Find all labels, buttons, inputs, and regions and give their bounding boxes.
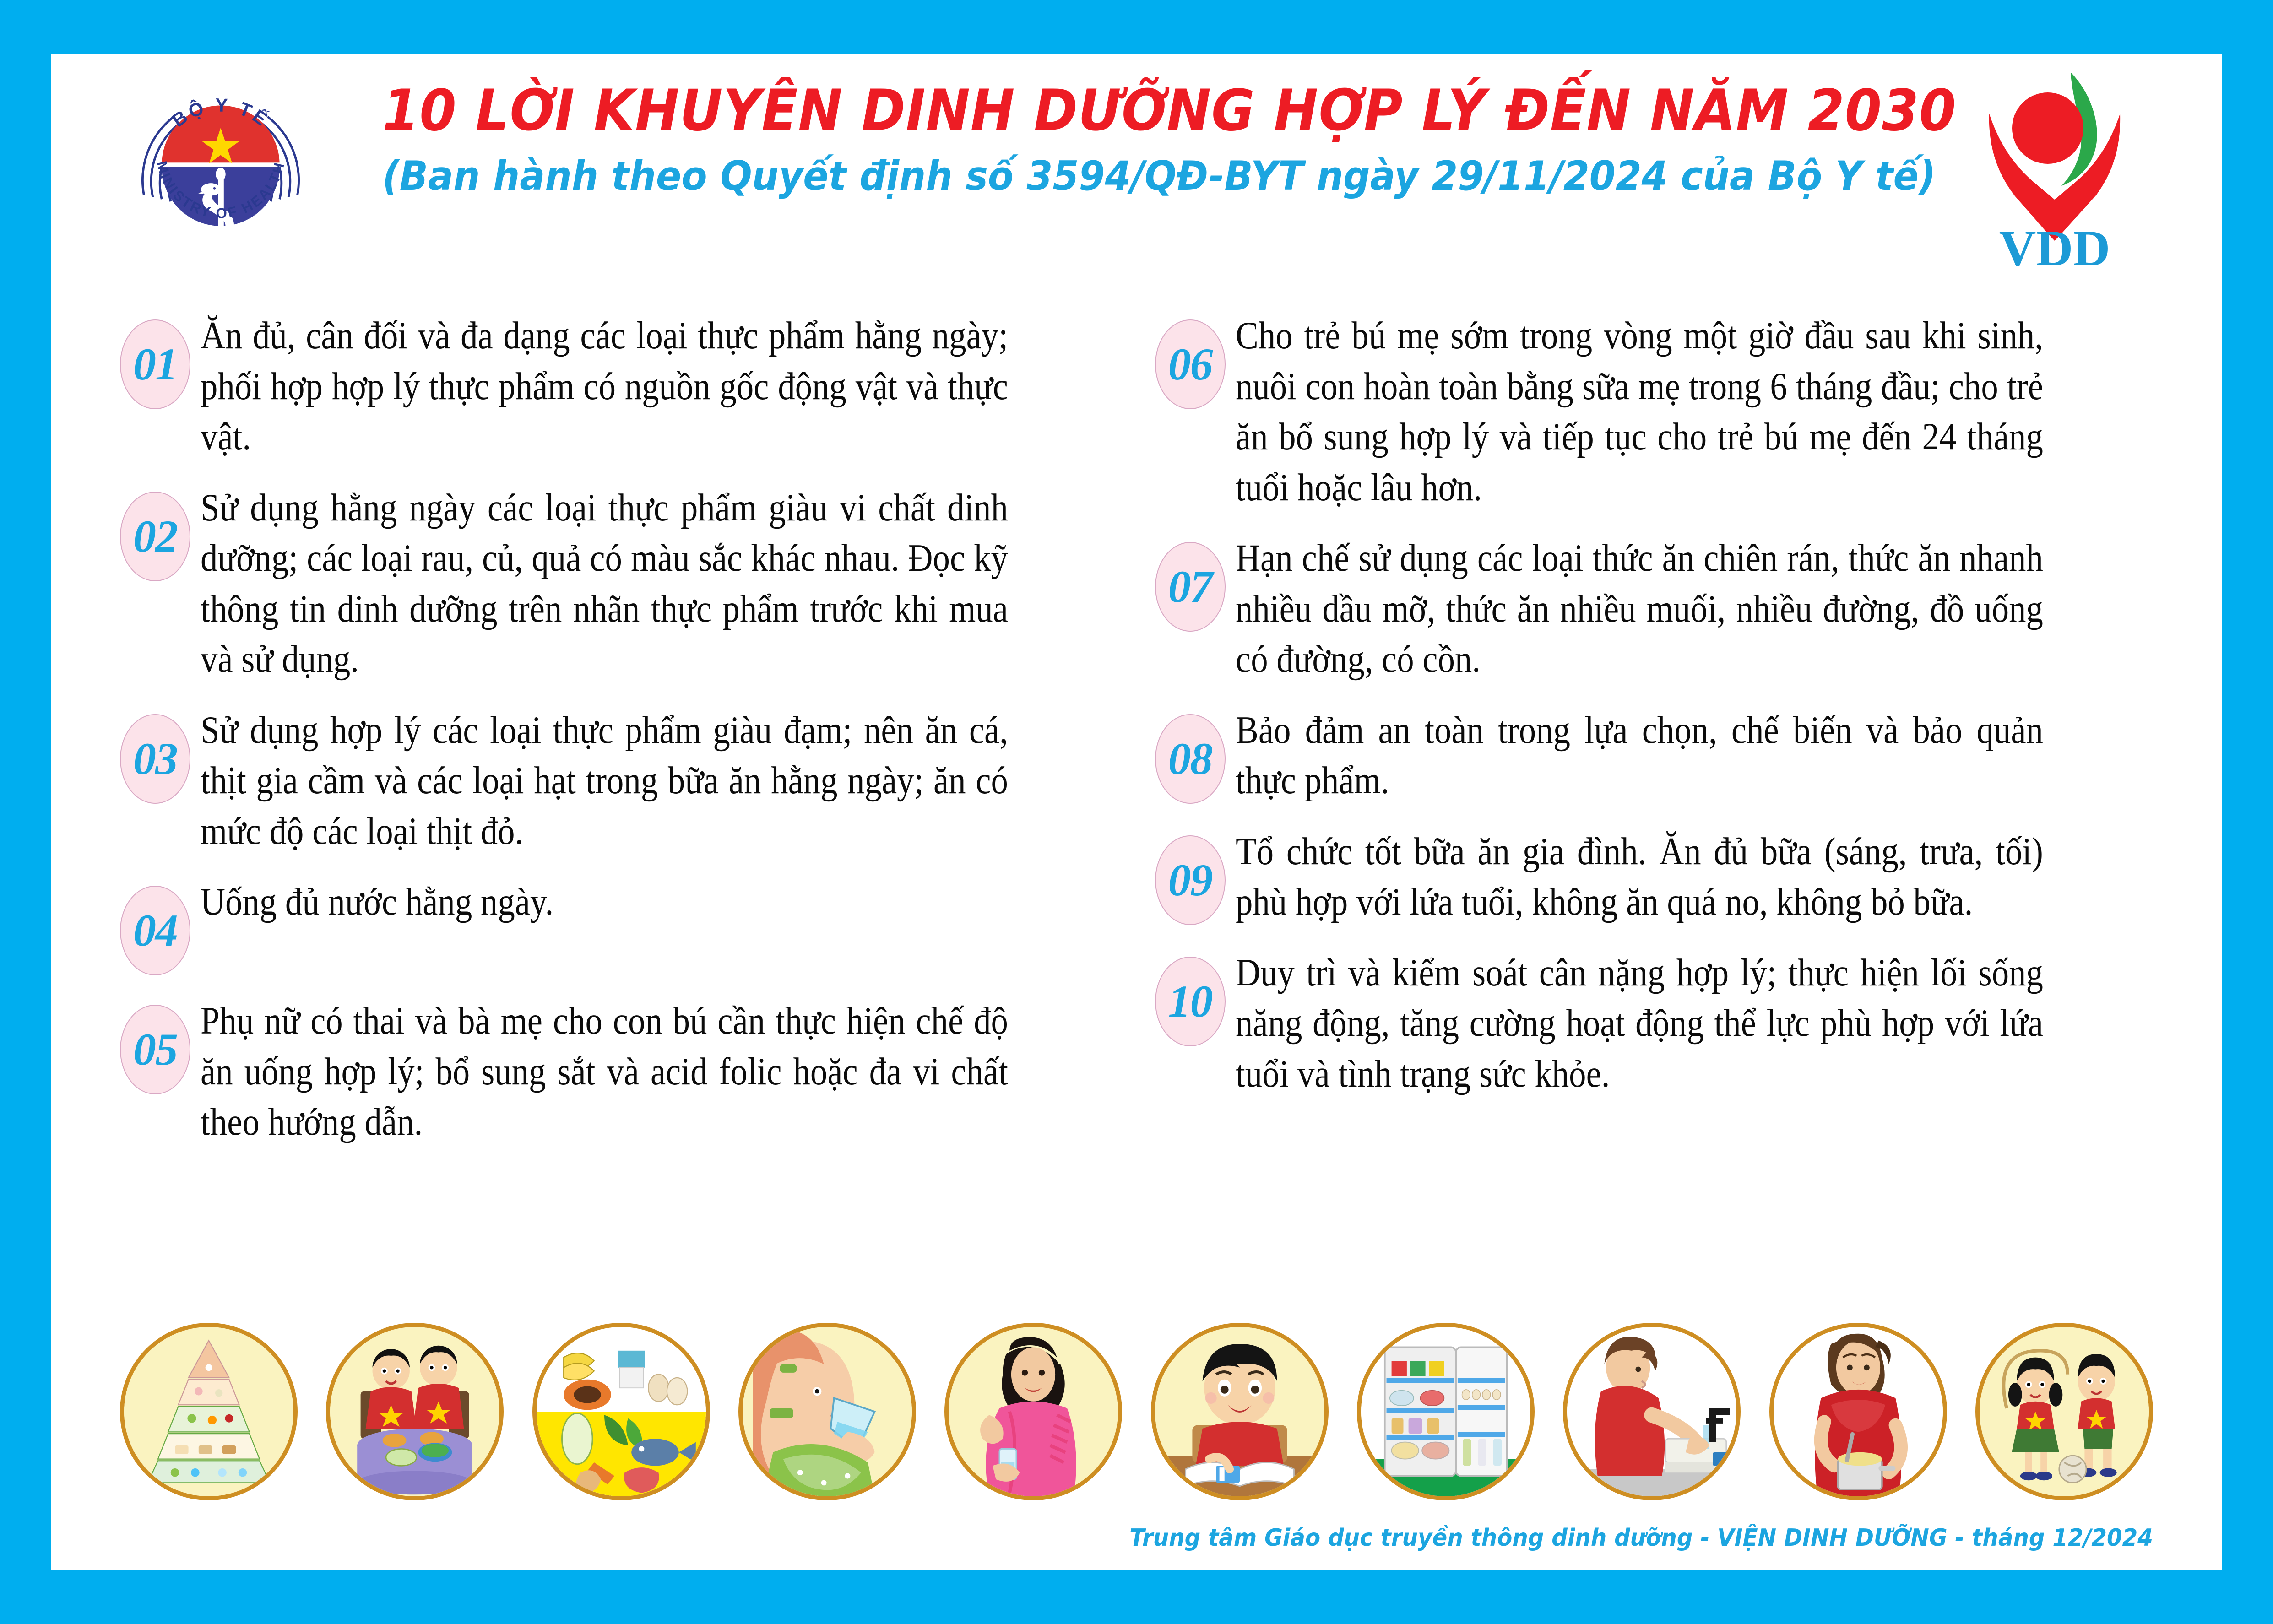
advice-columns [51,310,2222,1262]
advice-number-badge [1155,714,1226,804]
advice-text: Ăn đủ, cân đối và đa dạng các loại thực phẩm hằng ngày; phối hợp hợp lý thực phẩm có nguồn gốc động vật và thực vật. [201,314,1008,458]
advice-item-03 [120,705,1118,857]
girl-drinking-water-icon [738,1323,916,1500]
advice-text: Duy trì và kiểm soát cân nặng hợp lý; thực hiện lối sống năng động, tăng cường hoạt động thể lực phù hợp với lứa tuổi và tình trạng sức khỏe. [1235,951,2043,1095]
advice-number-badge [1155,957,1226,1046]
advice-text: Sử dụng hợp lý các loại thực phẩm giàu đạm; nên ăn cá, thịt gia cầm và các loại hạt trong bữa ăn hằng ngày; ăn có mức độ các loại thịt đỏ. [201,708,1008,853]
advice-text: Bảo đảm an toàn trong lựa chọn, chế biến và bảo quản thực phẩm. [1235,708,2043,802]
header-titles [326,78,1957,201]
children-playing-icon [1975,1323,2153,1500]
illustration-strip [51,1323,2222,1501]
advice-item-08 [1155,705,2154,806]
children-eating-meal-icon [326,1323,504,1500]
advice-number: 05 [133,1024,177,1075]
advice-number-badge [1155,542,1226,632]
advice-column-left [51,310,1137,1262]
ministry-of-health-emblem-icon [131,61,310,262]
advice-item-05 [120,996,1118,1148]
advice-text: Uống đủ nước hằng ngày. [201,880,554,923]
advice-number: 10 [1168,975,1212,1027]
food-groups-icon [532,1323,710,1500]
advice-number-badge [1155,835,1226,925]
advice-column-right [1137,310,2222,1262]
advice-item-06 [1155,310,2154,513]
advice-item-04 [120,877,1118,975]
advice-number: 01 [133,339,177,390]
vdd-wordmark: VDD [1999,220,2110,274]
advice-item-02 [120,482,1118,685]
handwashing-icon [1563,1323,1741,1500]
advice-number-badge [120,714,190,804]
advice-number: 04 [133,905,177,956]
advice-item-07 [1155,533,2154,685]
advice-number: 07 [1168,561,1212,612]
emblem-bottom-text: MINISTRY OF HEALTH [153,159,288,222]
food-pyramid-icon [120,1323,298,1500]
advice-text: Sử dụng hằng ngày các loại thực phẩm giàu vi chất dinh dưỡng; các loại rau, củ, quả có màu sắc khác nhau. Đọc kỹ thông tin dinh dưỡng trên nhãn thực phẩm trước khi mua và sử dụng. [201,486,1008,681]
advice-number: 06 [1168,339,1212,390]
advice-number: 09 [1168,854,1212,905]
advice-number-badge [120,492,190,581]
advice-number: 03 [133,733,177,784]
advice-text: Phụ nữ có thai và bà mẹ cho con bú cần thực hiện chế độ ăn uống hợp lý; bổ sung sắt và acid folic hoặc đa vi chất theo hướng dẫn. [201,999,1008,1143]
advice-number-badge [1155,319,1226,409]
poster-sheet [51,54,2222,1570]
advice-text: Tổ chức tốt bữa ăn gia đình. Ăn đủ bữa (sáng, trưa, tối) phù hợp với lứa tuổi, không ăn quá no, không bỏ bữa. [1235,829,2043,923]
pregnant-woman-icon [944,1323,1122,1500]
boy-studying-icon [1151,1323,1329,1500]
advice-item-09 [1155,826,2154,927]
advice-text: Cho trẻ bú mẹ sớm trong vòng một giờ đầu sau khi sinh, nuôi con hoàn toàn bằng sữa mẹ trong 6 tháng đầu; cho trẻ ăn bổ sung hợp lý và tiếp tục cho trẻ bú mẹ đến 24 tháng tuổi hoặc lâu hơn. [1235,314,2043,509]
poster-header [51,54,2222,310]
woman-cooking-icon [1769,1323,1947,1500]
advice-text: Hạn chế sử dụng các loại thức ăn chiên rán, thức ăn nhanh nhiều dầu mỡ, thức ăn nhiều muối, nhiều đường, đồ uống có đường, có cồn. [1235,536,2043,681]
advice-number-badge [120,886,190,975]
poster-subtitle: (Ban hành theo Quyết định số 3594/QĐ-BYT ngày 29/11/2024 của Bộ Y tế) [382,152,1936,200]
emblem-top-text: BỘ Y TẾ [168,94,273,131]
poster-title: 10 LỜI KHUYÊN DINH DƯỠNG HỢP LÝ ĐẾN NĂM 2030 [382,78,1957,144]
vdd-logo-icon [1956,59,2153,274]
advice-number-badge [120,319,190,409]
refrigerator-food-icon [1357,1323,1535,1500]
advice-item-10 [1155,947,2154,1099]
footer-credit: Trung tâm Giáo dục truyền thông dinh dưỡng - VIỆN DINH DƯỠNG - tháng 12/2024 [1129,1524,2153,1552]
advice-item-01 [120,310,1118,462]
advice-number-badge [120,1005,190,1094]
advice-number: 08 [1168,733,1212,784]
advice-number: 02 [133,510,177,562]
